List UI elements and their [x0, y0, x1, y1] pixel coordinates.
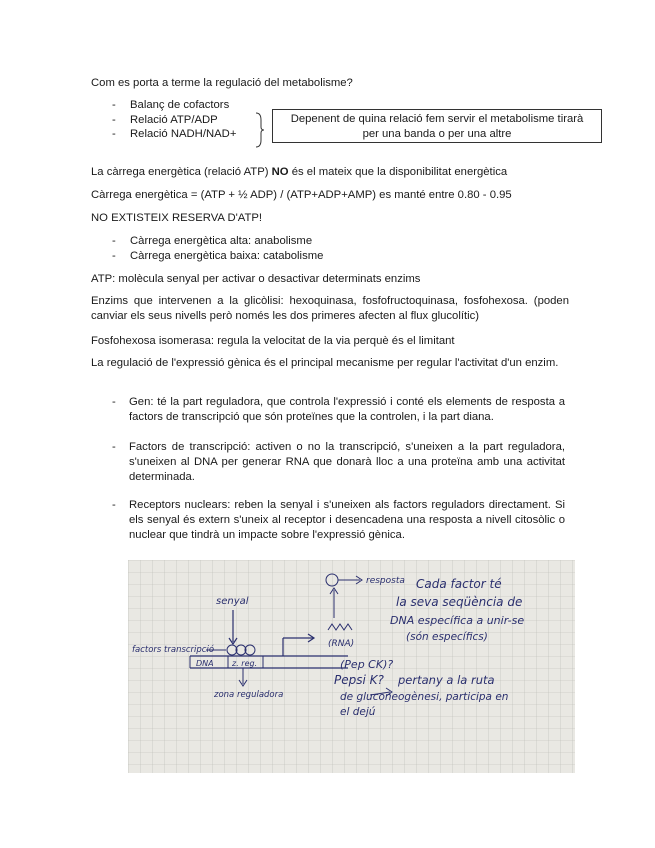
- hw-senyal: senyal: [216, 596, 249, 607]
- callout-line: per una banda o per una altre: [362, 128, 512, 140]
- hw-zona: zona reguladora: [214, 690, 284, 700]
- charge-bold: NO: [271, 166, 289, 178]
- hw-pepsik: Pepsi K?: [334, 673, 384, 687]
- charge-sentence: [91, 165, 569, 180]
- callout-box: [272, 109, 602, 143]
- hw-dna: DNA: [196, 659, 214, 668]
- list-item: - Càrrega energètica alta: anabolisme: [112, 234, 323, 249]
- callout-line: Depenent de quina relació fem servir el metabolisme tirarà: [290, 113, 584, 125]
- gene-item-text: Gen: té la part reguladora, que controla l'expressió i conté els elements de resposta a factors de transcripció que són proteïnes que la controlen, i la part diana.: [129, 396, 565, 423]
- formula: Càrrega energètica = (ATP + ½ ADP) / (ATP+ADP+AMP) es manté entre 0.80 - 0.95: [91, 189, 512, 201]
- list-item: - Receptors nuclears: reben la senyal i s'uneixen als factors reguladors directament. Si els senyal és extern s'uneix al receptor i desencadena una resposta a nivell citosòlic o nuclear que tindrà un impacte sobre l'expressió gènica.: [112, 499, 565, 541]
- hw-pepck: (Pep CK)?: [340, 658, 394, 671]
- charge-text: La càrrega energètica (relació ATP): [91, 166, 272, 178]
- hw-note: de gluconeogènesi, participa en: [340, 691, 509, 703]
- cofactor-list: [112, 98, 236, 142]
- hw-note: la seva seqüència de: [396, 595, 523, 609]
- no-reserve-note: NO EXTISTEIX RESERVA D'ATP!: [91, 212, 263, 224]
- list-item: - Balanç de cofactors: [112, 98, 236, 113]
- hw-rna: (RNA): [328, 639, 355, 649]
- hw-note: DNA específica a unir-se: [390, 614, 525, 627]
- hw-factors: factors transcripció: [132, 645, 215, 655]
- brace-icon: [255, 112, 265, 148]
- list-item: - Factors de transcripció: activen o no la transcripció, s'uneixen a la part reguladora, s'uneixen al DNA per generar RNA que donarà lloc a una proteïna amb una activitat determinada.: [112, 441, 565, 483]
- list-item: - Càrrega energètica baixa: catabolisme: [112, 249, 323, 264]
- gene-regulation-paragraph: La regulació de l'expressió gènica és el principal mecanisme per regular l'activitat d'un enzim.: [91, 357, 559, 369]
- charge-list: [112, 234, 323, 263]
- enzymes-paragraph: Enzims que intervenen a la glicòlisi: hexoquinasa, fosfofructoquinasa, fosfohexosa. (poden canviar els seus nivells però només les dos primeres afecten al flux glucolític): [91, 295, 569, 322]
- charge-text: és el mateix que la disponibilitat energètica: [288, 166, 508, 178]
- hw-note: el dejú: [340, 706, 376, 718]
- hw-note: pertany a la ruta: [398, 673, 495, 687]
- hw-zreg: z. reg.: [232, 659, 258, 668]
- gene-item-text: Factors de transcripció: activen o no la transcripció, s'uneixen a la part reguladora, s'uneixen al DNA per generar RNA que donarà lloc a una proteïna amb una activitat determinada.: [129, 441, 565, 483]
- atp-signal: ATP: molècula senyal per activar o desactivar determinats enzims: [91, 273, 421, 285]
- question-heading: Com es porta a terme la regulació del metabolisme?: [91, 77, 353, 89]
- hw-resposta: resposta: [366, 576, 405, 586]
- handwritten-notes-photo: [128, 560, 575, 773]
- hw-note: (són específics): [406, 631, 488, 643]
- gene-item-text: Receptors nuclears: reben la senyal i s'uneixen als factors reguladors directament. Si els senyal és extern s'uneix al receptor i desencadena una resposta a nivell citosòlic o nuclear que tindrà un impacte sobre l'expressió gènica.: [129, 499, 565, 541]
- list-item: - Relació ATP/ADP: [112, 113, 236, 128]
- list-item: - Gen: té la part reguladora, que controla l'expressió i conté els elements de resposta a factors de transcripció que són proteïnes que la controlen, i la part diana.: [112, 396, 565, 423]
- hw-note: Cada factor té: [416, 577, 502, 591]
- list-item: - Relació NADH/NAD+: [112, 127, 236, 142]
- isomerase-paragraph: Fosfohexosa isomerasa: regula la velocitat de la via perquè és el limitant: [91, 335, 455, 347]
